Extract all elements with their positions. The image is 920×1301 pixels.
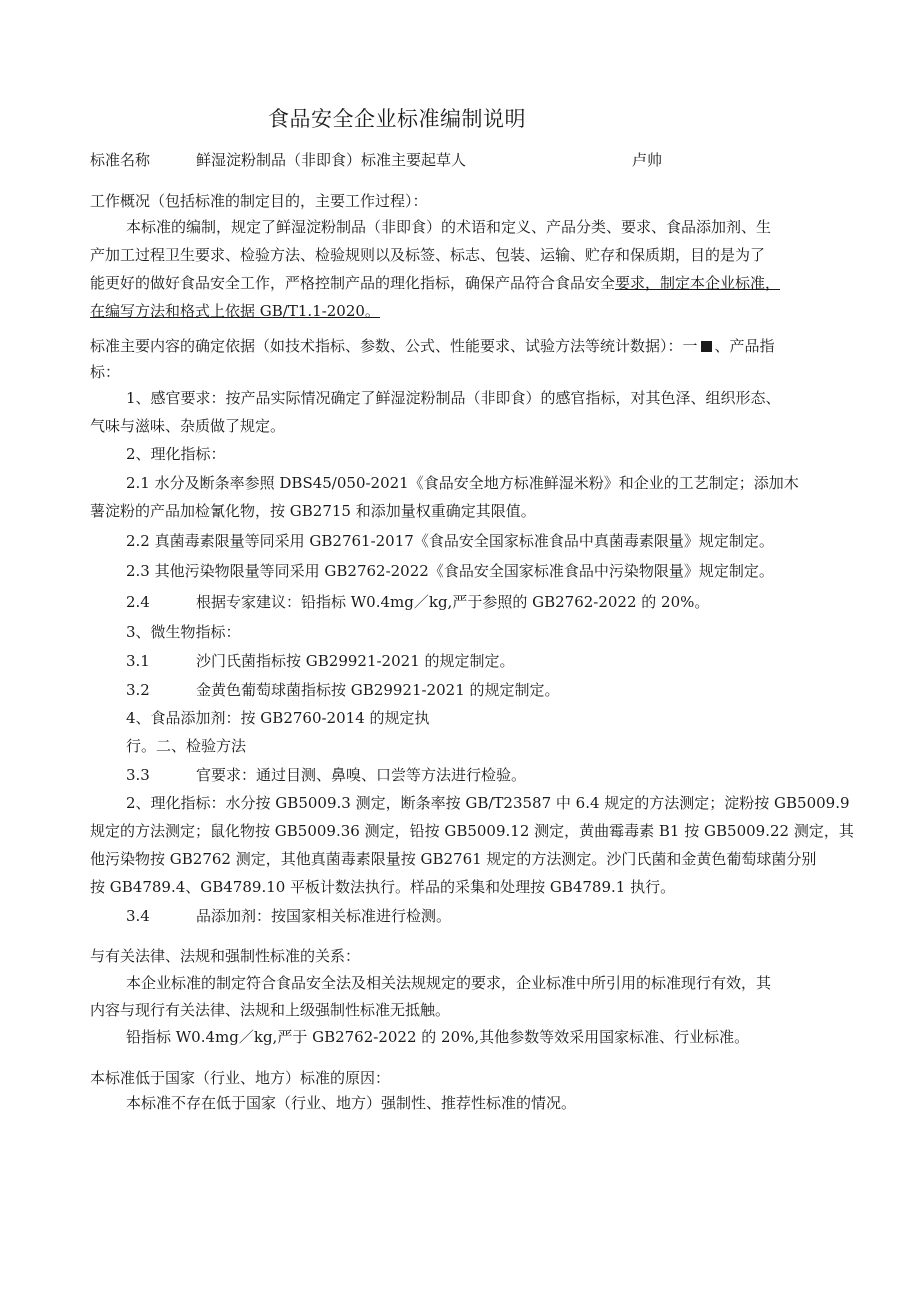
basis-item-number: 3.4	[126, 907, 150, 925]
basis-line: 官要求：通过目测、鼻嗅、口尝等方法进行检验。	[196, 766, 527, 784]
standard-name-label: 标准名称	[90, 151, 151, 169]
law-line: 本企业标准的制定符合食品安全法及相关法规规定的要求，企业标准中所引用的标准现行有效，其	[126, 974, 772, 992]
overview-line-underlined: 在编写方法和格式上依据 GB/T1.1-2020。	[90, 302, 380, 320]
basis-item-number: 3.3	[126, 766, 150, 784]
law-heading: 与有关法律、法规和强制性标准的关系：	[90, 947, 361, 965]
basis-heading-tail: 、产品指	[714, 337, 775, 355]
law-line: 铅指标 W0.4mg／kg,严于 GB2762-2022 的 20%,其他参数等效采用国家标准、行业标准。	[126, 1028, 750, 1046]
basis-heading-note: （如技术指标、参数、公式、性能要求、试验方法等统计数据）：一	[255, 337, 698, 355]
basis-line: 3、微生物指标：	[126, 623, 241, 641]
overview-line: 产加工过程卫生要求、检验方法、检验规则以及标签、标志、包装、运输、贮存和保质期，目的是为了	[90, 246, 766, 264]
basis-heading: 标准主要内容的确定依据	[90, 337, 256, 355]
basis-line: 薯淀粉的产品加检氰化物，按 GB2715 和添加量权重确定其限值。	[90, 502, 536, 520]
basis-item-number: 2.4	[126, 593, 150, 611]
basis-line: 2.2 真菌毒素限量等同采用 GB2761-2017《食品安全国家标准食品中真菌毒素限量》规定制定。	[126, 532, 774, 550]
lower-line: 本标准不存在低于国家（行业、地方）强制性、推荐性标准的情况。	[126, 1094, 577, 1112]
basis-item-number: 3.1	[126, 652, 150, 670]
basis-item-number: 3.2	[126, 681, 150, 699]
basis-line: 1、感官要求：按产品实际情况确定了鲜湿淀粉制品（非即食）的感官指标，对其色泽、组织形态、	[126, 389, 781, 407]
basis-heading-row	[90, 336, 775, 356]
page-title: 食品安全企业标准编制说明	[268, 107, 526, 131]
basis-line: 2、理化指标：水分按 GB5009.3 测定，断条率按 GB/T23587 中 6.4 规定的方法测定；淀粉按 GB5009.9	[126, 794, 850, 812]
basis-line: 根据专家建议：铅指标 W0.4mg／kg,严于参照的 GB2762-2022 的 20%。	[196, 593, 710, 611]
basis-line: 按 GB4789.4、GB4789.10 平板计数法执行。样品的采集和处理按 GB4789.1 执行。	[90, 878, 676, 896]
black-square-icon	[701, 341, 712, 352]
basis-line: 2.1 水分及断条率参照 DBS45/050-2021《食品安全地方标准鲜湿米粉》和企业的工艺制定；添加木	[126, 474, 799, 492]
basis-line: 2.3 其他污染物限量等同采用 GB2762-2022《食品安全国家标准食品中污染物限量》规定制定。	[126, 562, 774, 580]
basis-line: 行。二、检验方法	[126, 737, 247, 755]
standard-name-value: 鲜湿淀粉制品（非即食）标准主要起草人	[196, 151, 467, 169]
overview-line	[90, 273, 780, 293]
basis-line: 4、食品添加剂：按 GB2760-2014 的规定执	[126, 709, 430, 727]
drafter-name: 卢帅	[632, 151, 663, 169]
overview-heading-row	[90, 191, 428, 211]
lower-heading: 本标准低于国家（行业、地方）标准的原因：	[90, 1069, 391, 1087]
basis-line: 他污染物按 GB2762 测定，其他真菌毒素限量按 GB2761 规定的方法测定。沙门氏菌和金黄色葡萄球菌分别	[90, 850, 817, 868]
basis-line: 2、理化指标：	[126, 445, 226, 463]
overview-line-text: 能更好的做好食品安全工作，严格控制产品的理化指标，确保产品符合食品安全	[90, 274, 616, 292]
overview-line: 本标准的编制，规定了鲜湿淀粉制品（非即食）的术语和定义、产品分类、要求、食品添加剂、生	[126, 218, 772, 236]
basis-heading-line2: 标：	[90, 363, 121, 381]
basis-line: 规定的方法测定；鼠化物按 GB5009.36 测定，铅按 GB5009.12 测定，黄曲霉毒素 B1 按 GB5009.22 测定，其	[90, 822, 854, 840]
basis-line: 品添加剂：按国家相关标准进行检测。	[196, 907, 452, 925]
basis-line: 沙门氏菌指标按 GB29921-2021 的规定制定。	[196, 652, 515, 670]
overview-heading-note: （包括标准的制定目的，主要工作过程）：	[150, 192, 428, 210]
overview-heading: 工作概况	[90, 192, 151, 210]
basis-line: 气味与滋味、杂质做了规定。	[90, 417, 286, 435]
law-line: 内容与现行有关法律、法规和上级强制性标准无抵触。	[90, 1001, 451, 1019]
overview-line-underlined: 要求，制定本企业标准，	[615, 274, 781, 292]
basis-line: 金黄色葡萄球菌指标按 GB29921-2021 的规定制定。	[196, 681, 560, 699]
